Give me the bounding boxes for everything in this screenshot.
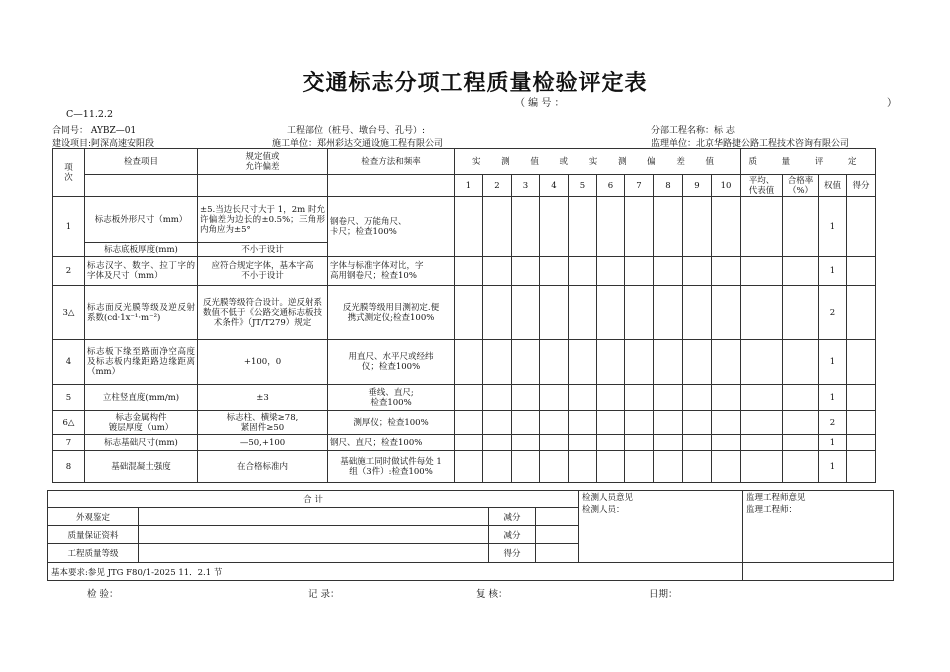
- form-code: C—11.2.2: [66, 109, 113, 120]
- row-method: 测厚仪；检查100%: [328, 411, 455, 435]
- total-label: 合 计: [48, 491, 579, 508]
- row-method: 字体与标准字体对比，字 高用钢卷尺；检查10%: [328, 257, 455, 286]
- row-method: 钢卷尺、万能角尺、 卡尺；检查100%: [328, 197, 455, 257]
- col-6: 6: [597, 175, 625, 197]
- row-method: 钢尺、直尺；检查100%: [328, 435, 455, 451]
- row-item: 立柱竖直度(mm/m): [85, 385, 198, 411]
- row-spec: 在合格标准内: [198, 451, 328, 483]
- row-weight: 1: [819, 340, 847, 385]
- row-weight: 1: [819, 451, 847, 483]
- table-row: [53, 435, 876, 451]
- record-signature: 记 录：: [308, 589, 340, 600]
- header-item-no: 项 次: [53, 149, 85, 197]
- date-signature: 日期：: [649, 589, 678, 600]
- row-weight: 1: [819, 385, 847, 411]
- header-measured: 实 测 值 或 实 测 偏 差 值: [455, 149, 741, 175]
- row-weight: 2: [819, 411, 847, 435]
- header-method: 检查方法和频率: [328, 149, 455, 175]
- row-weight: 2: [819, 286, 847, 340]
- score-label: 得分: [489, 544, 536, 563]
- row-method: 用直尺、水平尺或经纬 仪；检查100%: [328, 340, 455, 385]
- header-quality: 质 量 评 定: [741, 149, 876, 175]
- row-no: 2: [53, 257, 85, 286]
- row-no: 5: [53, 385, 85, 411]
- basic-requirements-blank: [743, 563, 894, 581]
- row-item: 标志基础尺寸(mm): [85, 435, 198, 451]
- inspection-table: [52, 148, 876, 483]
- row-no: 7: [53, 435, 85, 451]
- row-method: 反光膜等级用目测初定.便 携式测定仪;检查100%: [328, 286, 455, 340]
- row-item: 标志汉字、数字、拉丁字的字体及尺寸（mm）: [85, 257, 198, 286]
- quality-grade-value: [139, 544, 489, 563]
- appearance-value: [139, 508, 489, 526]
- inspector-label: 检测人员：: [582, 505, 625, 515]
- table-row: [53, 286, 876, 340]
- inspector-opinion-cell: [579, 491, 743, 563]
- row-item: 标志底板厚度(mm): [85, 243, 198, 257]
- serial-number-end: ）: [887, 98, 897, 109]
- col-1: 1: [455, 175, 483, 197]
- row-no: 3△: [53, 286, 85, 340]
- supervisor-unit: 监理单位：北京华路捷公路工程技术咨询有限公司: [651, 139, 850, 149]
- header-spec: 规定值或 允许偏差: [198, 149, 328, 175]
- row-spec: 不小于设计: [198, 243, 328, 257]
- col-3: 3: [512, 175, 540, 197]
- appearance-deduct-value: [536, 508, 579, 526]
- contractor-unit: 施工单位：郑州彩达交通设施工程有限公司: [272, 139, 444, 149]
- row-item: 标志金属构件 镀层厚度（um）: [85, 411, 198, 435]
- row-spec: ±5.当边长尺寸大于 1，2m 时允许偏差为边长的±0.5%；三角形内角应为±5°: [198, 197, 328, 243]
- table-row: [53, 451, 876, 483]
- table-row: [53, 385, 876, 411]
- header-pass-rate: 合格率 （%）: [783, 175, 819, 197]
- form-title: 交通标志分项工程质量检验评定表: [302, 70, 648, 96]
- row-method: 基础施工同时做试件每处 1 组（3件）:检查100%: [328, 451, 455, 483]
- col-5: 5: [569, 175, 597, 197]
- header-average: 平均、 代表值: [741, 175, 783, 197]
- quality-grade-label: 工程质量等级: [48, 544, 139, 563]
- row-item: 基础混凝土强度: [85, 451, 198, 483]
- row-no: 6△: [53, 411, 85, 435]
- appearance-label: 外观鉴定: [48, 508, 139, 526]
- quality-docs-deduct-value: [536, 526, 579, 544]
- table-row: [53, 340, 876, 385]
- header-check-item: 检查项目: [85, 149, 198, 175]
- appearance-deduct-label: 减分: [489, 508, 536, 526]
- row-item: 标志面反光膜等级及逆反射系数(cd·1x⁻¹·m⁻²): [85, 286, 198, 340]
- evaluation-footer: [47, 490, 894, 581]
- row-item: 标志板外形尺寸（mm）: [85, 197, 198, 243]
- col-8: 8: [654, 175, 683, 197]
- row-item: 标志板下缘至路面净空高度及标志板内缘距路边缘距离（mm）: [85, 340, 198, 385]
- row-spec: ±3: [198, 385, 328, 411]
- basic-requirements: 基本要求:参见 JTG F80/1-2025 11．2.1 节: [48, 563, 743, 581]
- row-no: 4: [53, 340, 85, 385]
- row-spec: 标志柱、横梁≥78, 紧固件≥50: [198, 411, 328, 435]
- header-score: 得分: [847, 175, 876, 197]
- row-weight: 1: [819, 435, 847, 451]
- header-weight: 权值: [819, 175, 847, 197]
- col-2: 2: [483, 175, 512, 197]
- row-spec: 反光膜等级符合设计。逆反射系数值不低于《公路交通标志板技术条件》（JT/T279）规定: [198, 286, 328, 340]
- row-spec: 应符合规定字体，基本字高 不小于设计: [198, 257, 328, 286]
- table-row: [53, 411, 876, 435]
- col-9: 9: [683, 175, 712, 197]
- row-no: 8: [53, 451, 85, 483]
- engineer-opinion-label: 监理工程师意见: [746, 493, 806, 503]
- row-spec: —50,+100: [198, 435, 328, 451]
- score-value: [536, 544, 579, 563]
- row-weight: 1: [819, 197, 847, 257]
- row-method: 垂线、直尺; 检查100%: [328, 385, 455, 411]
- serial-number-label: （ 编 号 ：: [515, 98, 565, 109]
- engineer-opinion-cell: [743, 491, 894, 563]
- inspection-signature: 检 验：: [87, 589, 119, 600]
- contract-number: 合同号： AYBZ—01: [52, 126, 137, 136]
- construction-project: 建设项目:阿深高速安阳段: [52, 139, 155, 149]
- col-4: 4: [540, 175, 569, 197]
- project-part: 工程部位（桩号、墩台号、孔号）:: [287, 126, 426, 136]
- col-7: 7: [625, 175, 654, 197]
- inspector-opinion-label: 检测人员意见: [582, 493, 634, 503]
- row-no: 1: [53, 197, 85, 257]
- quality-docs-deduct-label: 减分: [489, 526, 536, 544]
- table-row: [53, 257, 876, 286]
- row-weight: 1: [819, 257, 847, 286]
- row-spec: +100，0: [198, 340, 328, 385]
- quality-docs-label: 质量保证资料: [48, 526, 139, 544]
- engineer-label: 监理工程师：: [746, 505, 798, 515]
- subproject-name: 分部工程名称：标 志: [651, 126, 735, 136]
- quality-docs-value: [139, 526, 489, 544]
- review-signature: 复 核：: [476, 589, 508, 600]
- col-10: 10: [712, 175, 741, 197]
- table-row: [53, 197, 876, 243]
